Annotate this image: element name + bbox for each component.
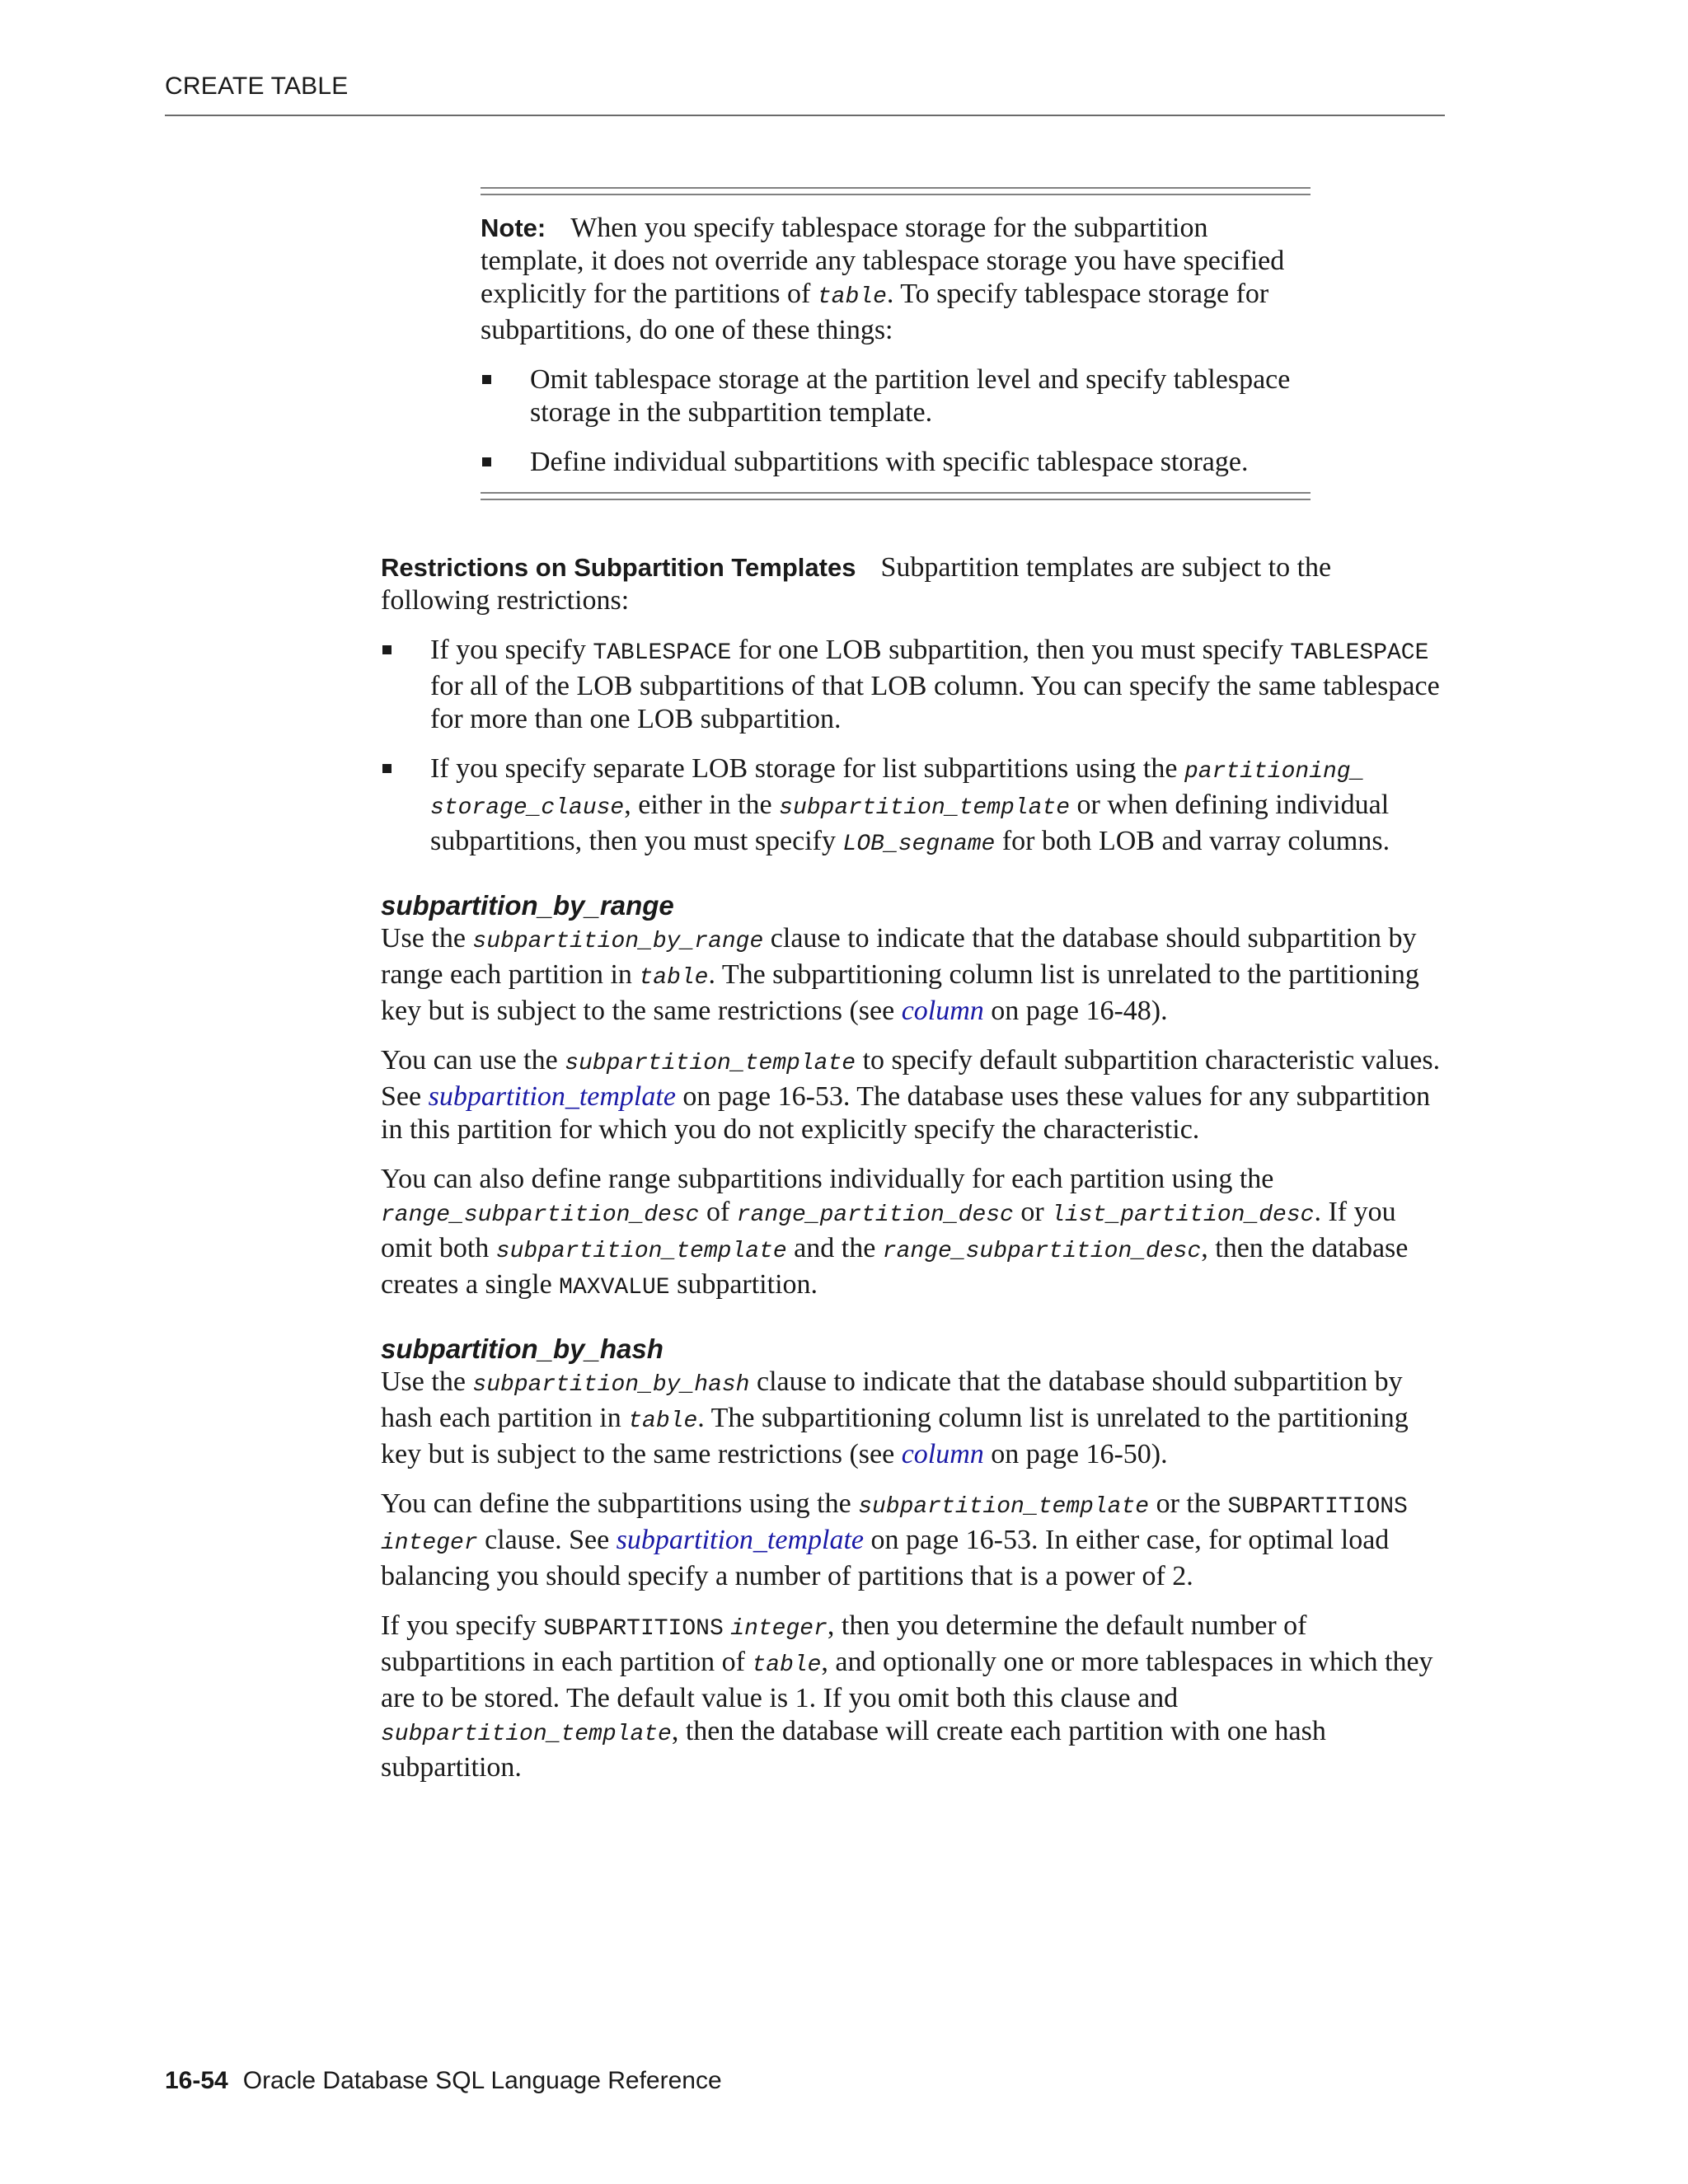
range-paragraph-2: You can use the subpartition_template to specify default subpartition characteristic values. See subpartition_template on page 16-53. The database uses these values for any subpartition in this partition for which you do not explicitly specify the characteristic.	[381, 1045, 1441, 1145]
hash-paragraph-3: If you specify SUBPARTITIONS integer, then you determine the default number of subpartitions in each partition of table, and optionally one or more tablespaces in which they are to be stored. The default value is 1. If you omit both this clause and subpartition_template, then the database will create each partition with one hash subpartition.	[381, 1610, 1433, 1783]
header-rule	[165, 115, 1445, 116]
bullet-square-icon	[382, 645, 392, 654]
link-subpartition-template[interactable]: subpartition_template	[616, 1525, 864, 1555]
main-content	[381, 551, 1444, 1801]
note-bullet-item: Define individual subpartitions with specific tablespace storage.	[481, 446, 1311, 479]
restriction-item: If you specify separate LOB storage for list subpartitions using the partitioning_ storage_clause, either in the subpartition_template or when defining individual subpartitions, then you must specify LOB_segname for both LOB and varray columns.	[381, 752, 1444, 861]
note-text-a: When you specify tablespace storage for the subpartition template, it does not override any tablespace storage you have specified explicitly for the partitions of	[481, 213, 1285, 309]
bullet-square-icon	[482, 375, 491, 384]
range-paragraph-1: Use the subpartition_by_range clause to indicate that the database should subpartition by range each partition in table. The subpartitioning column list is unrelated to the partitioning key but is subject to the same restrictions (see column on page 16-48).	[381, 923, 1419, 1026]
running-header: CREATE TABLE	[165, 73, 349, 100]
note-bullet-item: Omit tablespace storage at the partition level and specify tablespace storage in the subpartition template.	[481, 363, 1311, 429]
note-label: Note:	[481, 213, 546, 242]
restrictions-paragraph: Restrictions on Subpartition Templates Subpartition templates are subject to the following restrictions:	[381, 552, 1332, 616]
link-subpartition-template[interactable]: subpartition_template	[428, 1081, 676, 1112]
restrictions-list	[381, 634, 1444, 861]
hash-paragraph-1: Use the subpartition_by_hash clause to indicate that the database should subpartition by hash each partition in table. The subpartitioning column list is unrelated to the partitioning key but is subject to the same restrictions (see column on page 16-50).	[381, 1366, 1409, 1469]
note-box	[481, 187, 1311, 500]
bullet-square-icon	[382, 764, 392, 773]
note-bullet-list	[481, 363, 1311, 479]
note-top-rule	[481, 187, 1311, 195]
note-text	[481, 212, 1311, 347]
book-title: Oracle Database SQL Language Reference	[242, 2067, 722, 2094]
page-number: 16-54	[165, 2067, 228, 2094]
note-body	[481, 195, 1311, 492]
note-code-table: table	[817, 284, 887, 310]
section-heading-hash: subpartition_by_hash	[381, 1333, 663, 1364]
page-footer	[165, 2067, 722, 2095]
section-heading-range: subpartition_by_range	[381, 890, 674, 921]
note-text-b: . To specify tablespace storage for subpartitions, do one of these things:	[481, 279, 1269, 345]
link-column-16-50[interactable]: column	[901, 1439, 984, 1469]
bullet-square-icon	[482, 457, 491, 466]
restriction-item: If you specify TABLESPACE for one LOB subpartition, then you must specify TABLESPACE for all of the LOB subpartitions of that LOB column. You can specify the same tablespace for more than one LOB subpartition.	[381, 634, 1444, 736]
restrictions-heading: Restrictions on Subpartition Templates	[381, 553, 856, 582]
note-bottom-rule	[481, 492, 1311, 500]
hash-paragraph-2: You can define the subpartitions using the subpartition_template or the SUBPARTITIONS integer clause. See subpartition_template on page 16-53. In either case, for optimal load balancing you should specify a number of partitions that is a power of 2.	[381, 1488, 1408, 1591]
link-column-16-48[interactable]: column	[901, 996, 984, 1026]
range-paragraph-3: You can also define range subpartitions individually for each partition using the range_subpartition_desc of range_partition_desc or list_partition_desc. If you omit both subpartition_template and the range_subpartition_desc, then the database creates a single MAXVALUE subpartition.	[381, 1164, 1409, 1301]
